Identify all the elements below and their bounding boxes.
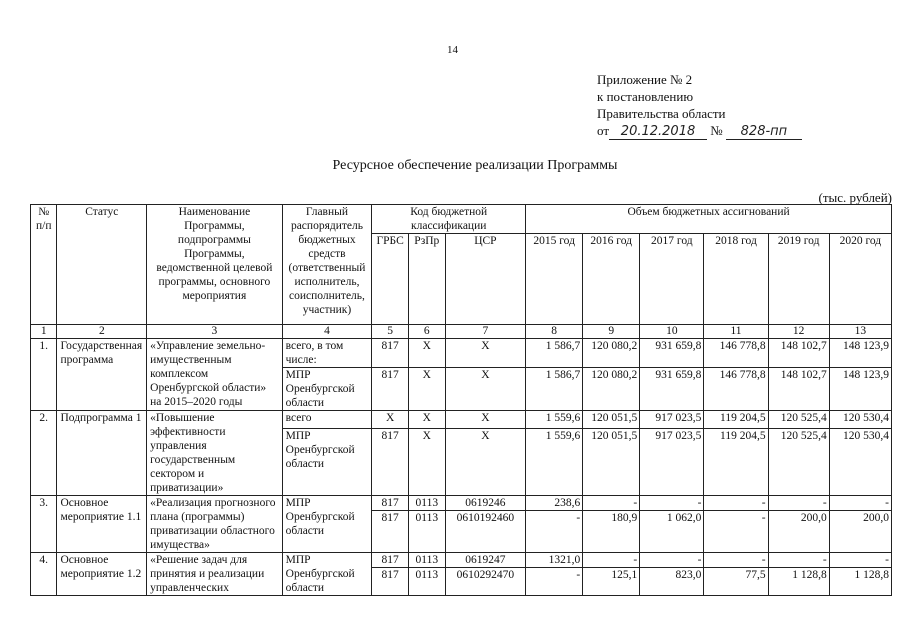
row-rzpr: Х bbox=[408, 428, 445, 495]
row-value: - bbox=[829, 553, 891, 568]
row-value: - bbox=[526, 568, 583, 596]
row-value: 931 659,8 bbox=[640, 339, 704, 368]
row-value: 200,0 bbox=[768, 511, 829, 553]
header-year: 2020 год bbox=[829, 234, 891, 325]
column-number: 2 bbox=[57, 325, 147, 339]
appendix-line-3: Правительства области bbox=[597, 106, 726, 121]
row-value: 1 128,8 bbox=[829, 568, 891, 596]
column-number: 10 bbox=[640, 325, 704, 339]
row-value: 146 778,8 bbox=[704, 339, 768, 368]
row-rzpr: 0113 bbox=[408, 568, 445, 596]
header-volume-group: Объем бюджетных ассигнований bbox=[526, 205, 892, 234]
row-rzpr: Х bbox=[408, 411, 445, 429]
row-value: 148 102,7 bbox=[768, 339, 829, 368]
row-value: 120 525,4 bbox=[768, 411, 829, 429]
budget-table bbox=[30, 204, 892, 596]
row-value: 1 062,0 bbox=[640, 511, 704, 553]
row-value: 120 525,4 bbox=[768, 428, 829, 495]
row-rzpr: 0113 bbox=[408, 496, 445, 511]
row-value: 238,6 bbox=[526, 496, 583, 511]
appendix-block bbox=[597, 71, 802, 140]
row-grbs: 817 bbox=[372, 339, 409, 368]
row-value: - bbox=[768, 553, 829, 568]
row-value: - bbox=[583, 553, 640, 568]
row-value: 120 530,4 bbox=[829, 428, 891, 495]
row-value: - bbox=[640, 496, 704, 511]
row-status: Подпрограмма 1 bbox=[57, 411, 147, 496]
row-admin: МПР Оренбургской области bbox=[282, 553, 372, 596]
handwritten-date: 20.12.2018 bbox=[609, 125, 707, 140]
row-value: 148 123,9 bbox=[829, 368, 891, 411]
row-value: 1 586,7 bbox=[526, 339, 583, 368]
row-value: 148 123,9 bbox=[829, 339, 891, 368]
from-prefix: от bbox=[597, 123, 610, 138]
row-value: 146 778,8 bbox=[704, 368, 768, 411]
number-prefix: № bbox=[710, 123, 723, 138]
appendix-line-2: к постановлению bbox=[597, 89, 694, 104]
column-number-row bbox=[31, 325, 892, 339]
row-value: 120 530,4 bbox=[829, 411, 891, 429]
row-grbs: 817 bbox=[372, 553, 409, 568]
header-csr: ЦСР bbox=[445, 234, 526, 325]
appendix-date-line bbox=[597, 122, 802, 140]
row-name: «Решение задач для принятия и реализации управленческих bbox=[147, 553, 283, 596]
row-rzpr: 0113 bbox=[408, 511, 445, 553]
row-value: 1 128,8 bbox=[768, 568, 829, 596]
row-value: - bbox=[704, 553, 768, 568]
row-value: 1 559,6 bbox=[526, 428, 583, 495]
header-rzpr: РзПр bbox=[408, 234, 445, 325]
row-admin: МПР Оренбургской области bbox=[282, 428, 372, 495]
row-admin: МПР Оренбургской области bbox=[282, 496, 372, 553]
row-number: 4. bbox=[31, 553, 57, 596]
page-number: 14 bbox=[447, 44, 458, 56]
header-year: 2016 год bbox=[583, 234, 640, 325]
column-number: 13 bbox=[829, 325, 891, 339]
row-value: 180,9 bbox=[583, 511, 640, 553]
column-number: 6 bbox=[408, 325, 445, 339]
row-grbs: 817 bbox=[372, 568, 409, 596]
table-header bbox=[31, 205, 892, 339]
row-value: 120 080,2 bbox=[583, 368, 640, 411]
header-year: 2015 год bbox=[526, 234, 583, 325]
row-grbs: 817 bbox=[372, 428, 409, 495]
row-csr: 0619247 bbox=[445, 553, 526, 568]
row-number: 3. bbox=[31, 496, 57, 553]
table-row bbox=[31, 411, 892, 429]
row-name: «Повышение эффективности управления государственным сектором и приватизации» bbox=[147, 411, 283, 496]
row-value: 1 559,6 bbox=[526, 411, 583, 429]
table-row bbox=[31, 553, 892, 568]
row-csr: Х bbox=[445, 411, 526, 429]
row-value: 931 659,8 bbox=[640, 368, 704, 411]
row-status: Основное мероприятие 1.1 bbox=[57, 496, 147, 553]
appendix-line-1: Приложение № 2 bbox=[597, 72, 693, 87]
row-value: 125,1 bbox=[583, 568, 640, 596]
row-value: 917 023,5 bbox=[640, 411, 704, 429]
row-value: - bbox=[704, 496, 768, 511]
row-value: 1 586,7 bbox=[526, 368, 583, 411]
handwritten-number: 828-пп bbox=[726, 125, 802, 140]
header-admin: Главный распорядитель бюджетных средств (ответственный исполнитель, соисполнитель, участник) bbox=[282, 205, 372, 325]
row-value: 77,5 bbox=[704, 568, 768, 596]
header-name: Наименование Программы, подпрограммы Программы, ведомственной целевой программы, основного мероприятия bbox=[147, 205, 283, 325]
row-value: - bbox=[640, 553, 704, 568]
row-value: 119 204,5 bbox=[704, 411, 768, 429]
row-csr: 0610192460 bbox=[445, 511, 526, 553]
row-grbs: 817 bbox=[372, 511, 409, 553]
column-number: 8 bbox=[526, 325, 583, 339]
column-number: 9 bbox=[583, 325, 640, 339]
row-admin: всего, в том числе: bbox=[282, 339, 372, 368]
column-number: 3 bbox=[147, 325, 283, 339]
header-status: Статус bbox=[57, 205, 147, 325]
table-row bbox=[31, 496, 892, 511]
header-grbs: ГРБС bbox=[372, 234, 409, 325]
row-value: 148 102,7 bbox=[768, 368, 829, 411]
row-value: 917 023,5 bbox=[640, 428, 704, 495]
row-grbs: Х bbox=[372, 411, 409, 429]
row-grbs: 817 bbox=[372, 368, 409, 411]
document-title: Ресурсное обеспечение реализации Программы bbox=[332, 158, 618, 173]
column-number: 4 bbox=[282, 325, 372, 339]
row-value: - bbox=[829, 496, 891, 511]
row-value: 200,0 bbox=[829, 511, 891, 553]
row-value: 120 080,2 bbox=[583, 339, 640, 368]
row-value: - bbox=[583, 496, 640, 511]
row-csr: 0610292470 bbox=[445, 568, 526, 596]
row-csr: Х bbox=[445, 339, 526, 368]
row-admin: всего bbox=[282, 411, 372, 429]
row-status: Основное мероприятие 1.2 bbox=[57, 553, 147, 596]
row-csr: Х bbox=[445, 428, 526, 495]
row-name: «Реализация прогнозного плана (программы) приватизации областного имущества» bbox=[147, 496, 283, 553]
row-value: 120 051,5 bbox=[583, 411, 640, 429]
table-body bbox=[31, 339, 892, 596]
column-number: 7 bbox=[445, 325, 526, 339]
header-num: № п/п bbox=[31, 205, 57, 325]
column-number: 11 bbox=[704, 325, 768, 339]
row-value: - bbox=[704, 511, 768, 553]
row-status: Государственная программа bbox=[57, 339, 147, 411]
row-csr: Х bbox=[445, 368, 526, 411]
row-value: - bbox=[526, 511, 583, 553]
row-rzpr: Х bbox=[408, 339, 445, 368]
row-rzpr: Х bbox=[408, 368, 445, 411]
row-value: 119 204,5 bbox=[704, 428, 768, 495]
column-number: 1 bbox=[31, 325, 57, 339]
row-value: 1321,0 bbox=[526, 553, 583, 568]
column-number: 5 bbox=[372, 325, 409, 339]
header-code-group: Код бюджетной классификации bbox=[372, 205, 526, 234]
row-value: 823,0 bbox=[640, 568, 704, 596]
header-year: 2019 год bbox=[768, 234, 829, 325]
column-number: 12 bbox=[768, 325, 829, 339]
header-year: 2018 год bbox=[704, 234, 768, 325]
units-note: (тыс. рублей) bbox=[818, 190, 892, 205]
row-value: 120 051,5 bbox=[583, 428, 640, 495]
row-name: «Управление земельно-имущественным комплексом Оренбургской области» на 2015–2020 годы bbox=[147, 339, 283, 411]
row-csr: 0619246 bbox=[445, 496, 526, 511]
row-number: 1. bbox=[31, 339, 57, 411]
row-admin: МПР Оренбургской области bbox=[282, 368, 372, 411]
row-grbs: 817 bbox=[372, 496, 409, 511]
row-value: - bbox=[768, 496, 829, 511]
header-year: 2017 год bbox=[640, 234, 704, 325]
table-row bbox=[31, 339, 892, 368]
row-number: 2. bbox=[31, 411, 57, 496]
row-rzpr: 0113 bbox=[408, 553, 445, 568]
